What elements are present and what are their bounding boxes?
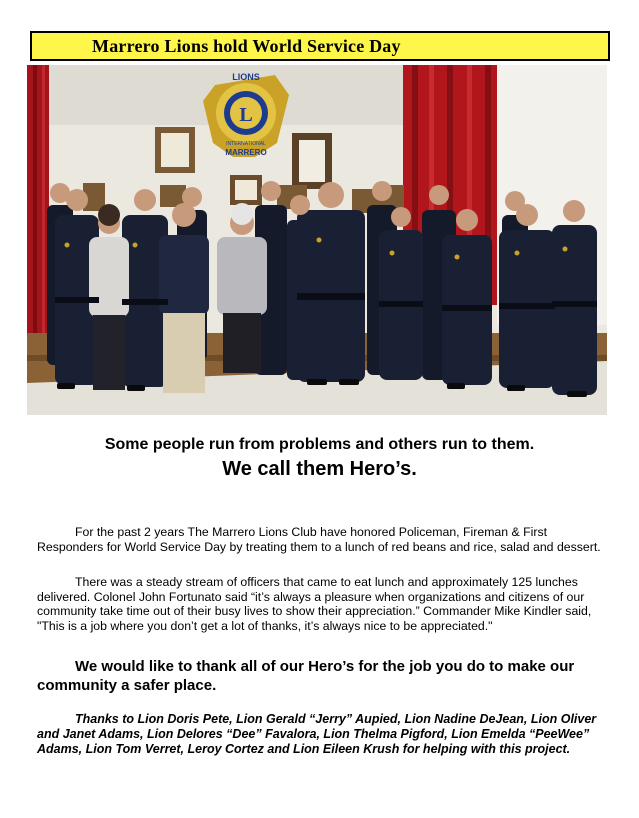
left-curtain	[27, 65, 49, 365]
headline-banner	[30, 31, 610, 61]
paragraph-lunches	[37, 575, 603, 633]
group-photo-illustration	[27, 65, 607, 415]
tagline-problems: Some people run from problems and others run to them.	[104, 436, 535, 453]
emblem-letter: L	[239, 104, 253, 126]
thank-you-text: We would like to thank all of our Hero’s for the job you do to make our community a safer place.	[37, 658, 575, 694]
emblem-ring-text: INTERNATIONAL	[226, 141, 266, 147]
paragraph-lunches-text: There was a steady stream of officers that came to eat lunch and approximately 125 lunches delivered. Colonel John Fortunato said “it’s always a pleasure when organizations and citizens of our community take time out of their busy lives to show their appreciation.” Commander Mike Kindler said, "This is a job where you don’t get a lot of thanks, it’s always nice to be appreciated."	[37, 575, 592, 633]
paragraph-honored-text: For the past 2 years The Marrero Lions Club have honored Policeman, Fireman & First Responders for World Service Day by treating them to a lunch of red beans and rice, salad and dessert.	[37, 525, 601, 554]
tagline-heroes: We call them Hero’s.	[222, 458, 417, 480]
thank-you-statement	[37, 657, 597, 695]
volunteer-credits-text: Thanks to Lion Doris Pete, Lion Gerald “Jerry” Aupied, Lion Nadine DeJean, Lion Oliver and Janet Adams, Lion Delores “Dee” Favalora, Lion Thelma Pigford, Lion Emelda “PeeWee” Adams, Lion Tom Verret, Leroy Cortez and Lion Eileen Krush for helping with this project.	[37, 712, 597, 756]
emblem-bottom-text: MARRERO	[225, 148, 267, 157]
emblem-top-text: LIONS	[232, 72, 260, 82]
group-photo	[27, 65, 607, 415]
headline-title: Marrero Lions hold World Service Day	[92, 36, 401, 56]
volunteer-credits	[37, 712, 597, 757]
paragraph-honored	[37, 525, 603, 554]
